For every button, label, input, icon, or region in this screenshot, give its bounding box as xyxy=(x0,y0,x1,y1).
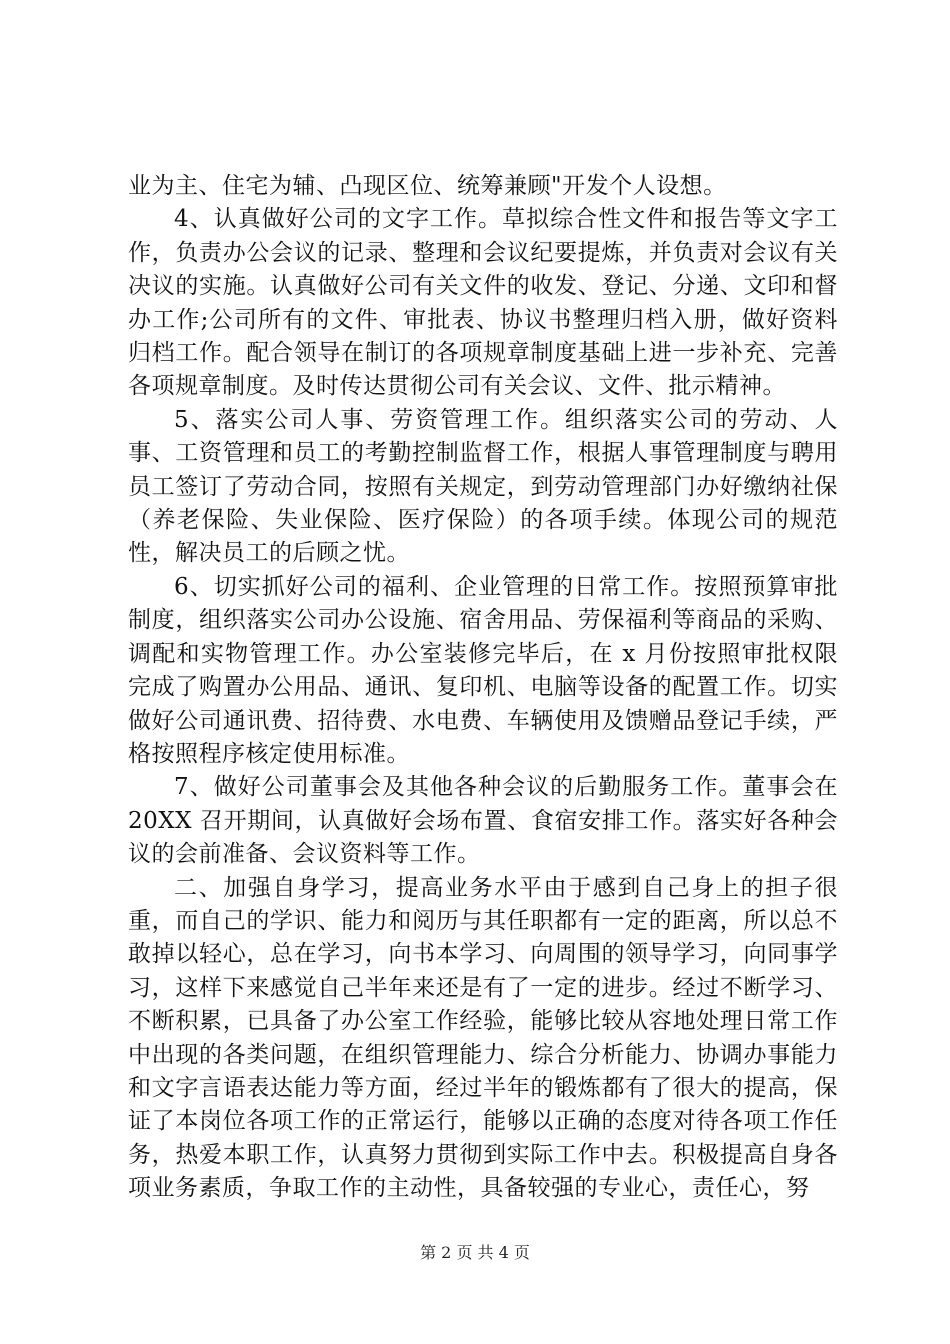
paragraph-section-2: 二、加强自身学习，提高业务水平由于感到自己身上的担子很重，而自己的学识、能力和阅历与其任职都有一定的距离，所以总不敢掉以轻心，总在学习，向书本学习、向周围的领导学习，向同事学习，这样下来感觉自己半年来还是有了一定的进步。经过不断学习、不断积累，已具备了办公室工作经验，能够比较从容地处理日常工作中出现的各类问题，在组织管理能力、综合分析能力、协调办事能力和文字言语表达能力等方面，经过半年的锻炼都有了很大的提高，保证了本岗位各项工作的正常运行，能够以正确的态度对待各项工作任务，热爱本职工作，认真努力贯彻到实际工作中去。积极提高自身各项业务素质，争取工作的主动性，具备较强的专业心，责任心，努 xyxy=(128,874,838,1202)
page-number: 第 2 页 共 4 页 xyxy=(420,1243,530,1262)
page-footer xyxy=(0,1240,950,1263)
paragraph-continuation: 业为主、住宅为辅、凸现区位、统筹兼顾"开发个人设想。 xyxy=(128,173,727,199)
paragraph-item-7: 7、做好公司董事会及其他各种会议的后勤服务工作。董事会在 20XX 召开期间，认真做好会场布置、食宿安排工作。落实好各种会议的会前准备、会议资料等工作。 xyxy=(128,774,838,868)
document-body xyxy=(128,170,838,1206)
paragraph-item-6: 6、切实抓好公司的福利、企业管理的日常工作。按照预算审批制度，组织落实公司办公设施、宿舍用品、劳保福利等商品的采购、调配和实物管理工作。办公室装修完毕后，在 x 月份按照审批权限完成了购置办公用品、通讯、复印机、电脑等设备的配置工作。切实做好公司通讯费、招待费、水电费、车辆使用及馈赠品登记手续，严格按照程序核定使用标准。 xyxy=(128,573,838,767)
paragraph-item-4: 4、认真做好公司的文字工作。草拟综合性文件和报告等文字工作，负责办公会议的记录、整理和会议纪要提炼，并负责对会议有关决议的实施。认真做好公司有关文件的收发、登记、分递、文印和督办工作;公司所有的文件、审批表、协议书整理归档入册，做好资料归档工作。配合领导在制订的各项规章制度基础上进一步补充、完善各项规章制度。及时传达贯彻公司有关会议、文件、批示精神。 xyxy=(128,206,838,400)
paragraph-item-5: 5、落实公司人事、劳资管理工作。组织落实公司的劳动、人事、工资管理和员工的考勤控制监督工作，根据人事管理制度与聘用员工签订了劳动合同，按照有关规定，到劳动管理部门办好缴纳社保（养老保险、失业保险、医疗保险）的各项手续。体现公司的规范性，解决员工的后顾之忧。 xyxy=(128,406,838,567)
